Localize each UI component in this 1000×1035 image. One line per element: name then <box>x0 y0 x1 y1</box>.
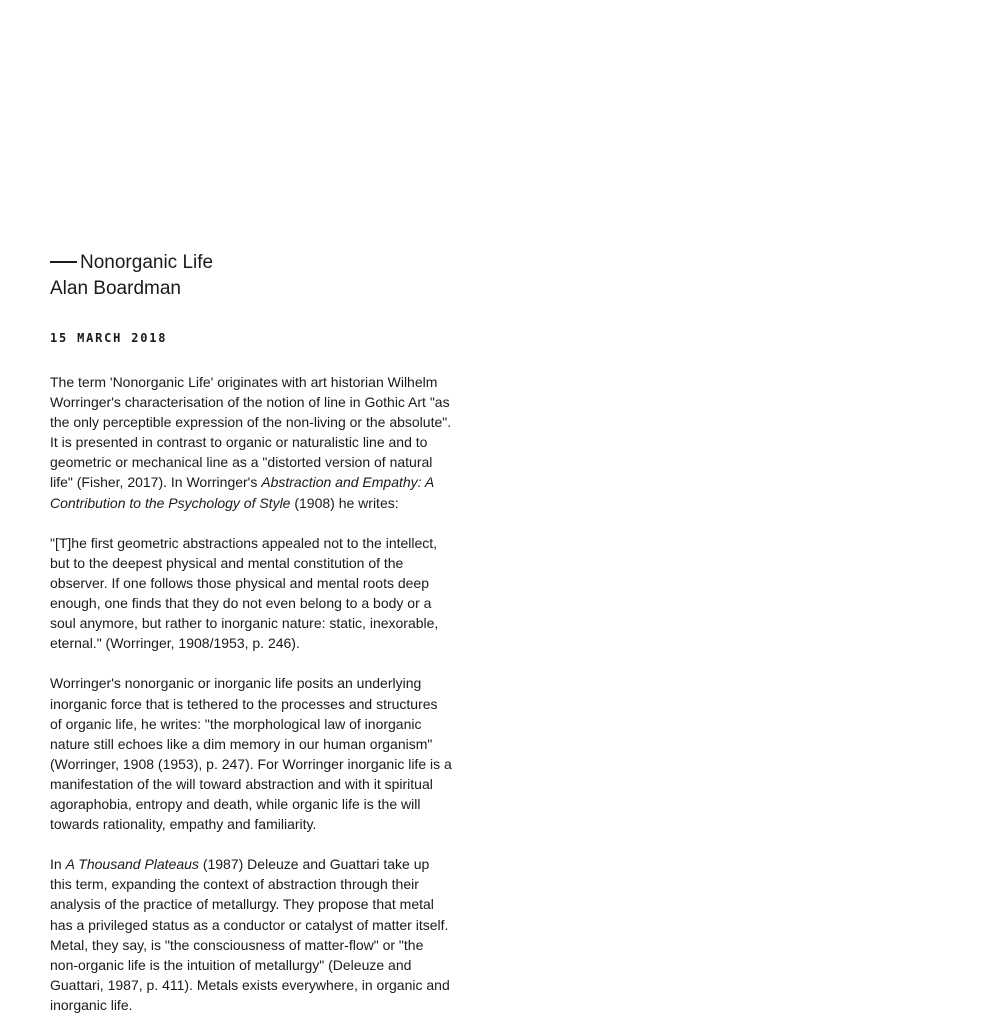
paragraph-4-book-title: A Thousand Plateaus <box>65 856 199 873</box>
article-title: Nonorganic Life <box>80 252 214 273</box>
paragraph-1 <box>50 372 452 513</box>
paragraph-1-text-b: (1908) he writes: <box>290 494 399 511</box>
paragraph-4-text-b: (1987) Deleuze and Guattari take up this term, expanding the context of abstraction through their analysis of the practice of metallurgy. They propose that metal has a privileged status as a conductor or catalyst of matter itself. Metal, they say, is "the consciousness of matter-flow" or "the non-organic life is the intuition of metallurgy" (Deleuze and Guattari, 1987, p. 411). Metals exists everywhere, in organic and inorganic life. <box>50 856 450 1013</box>
article-body <box>50 372 452 1015</box>
title-dash-icon <box>50 261 77 263</box>
article-date: 15 MARCH 2018 <box>50 331 168 345</box>
title-row <box>50 250 452 276</box>
paragraph-4-text-a: In <box>50 856 66 873</box>
paragraph-1-text-a: The term 'Nonorganic Life' originates with art historian Wilhelm Worringer's characterisation of the notion of line in Gothic Art "as the only perceptible expression of the non-living or the absolute". It is presented in contrast to organic or naturalistic line and to geometric or mechanical line as a "distorted version of natural life" (Fisher, 2017). In Worringer's <box>50 374 452 491</box>
paragraph-3: Worringer's nonorganic or inorganic life posits an underlying inorganic force that is tethered to the processes and structures of organic life, he writes: "the morphological law of inorganic nature still echoes like a dim memory in our human organism" (Worringer, 1908 (1953), p. 247). For Worringer inorganic life is a manifestation of the will toward abstraction and with it spiritual agoraphobia, entropy and death, while organic life is the will towards rationality, empathy and familiarity. <box>50 675 452 833</box>
paragraph-4 <box>50 854 452 1015</box>
article-author: Alan Boardman <box>50 278 181 299</box>
paragraph-1-book-title: Abstraction and Empathy: A Contribution to the Psychology of Style <box>50 474 434 511</box>
article <box>50 250 452 1035</box>
paragraph-2-quote: "[T]he first geometric abstractions appealed not to the intellect, but to the deepest physical and mental constitution of the observer. If one follows those physical and mental roots deep enough, one finds that they do not even belong to a body or a soul anymore, but rather to inorganic nature: static, inexorable, eternal." (Worringer, 1908/1953, p. 246). <box>50 534 439 652</box>
